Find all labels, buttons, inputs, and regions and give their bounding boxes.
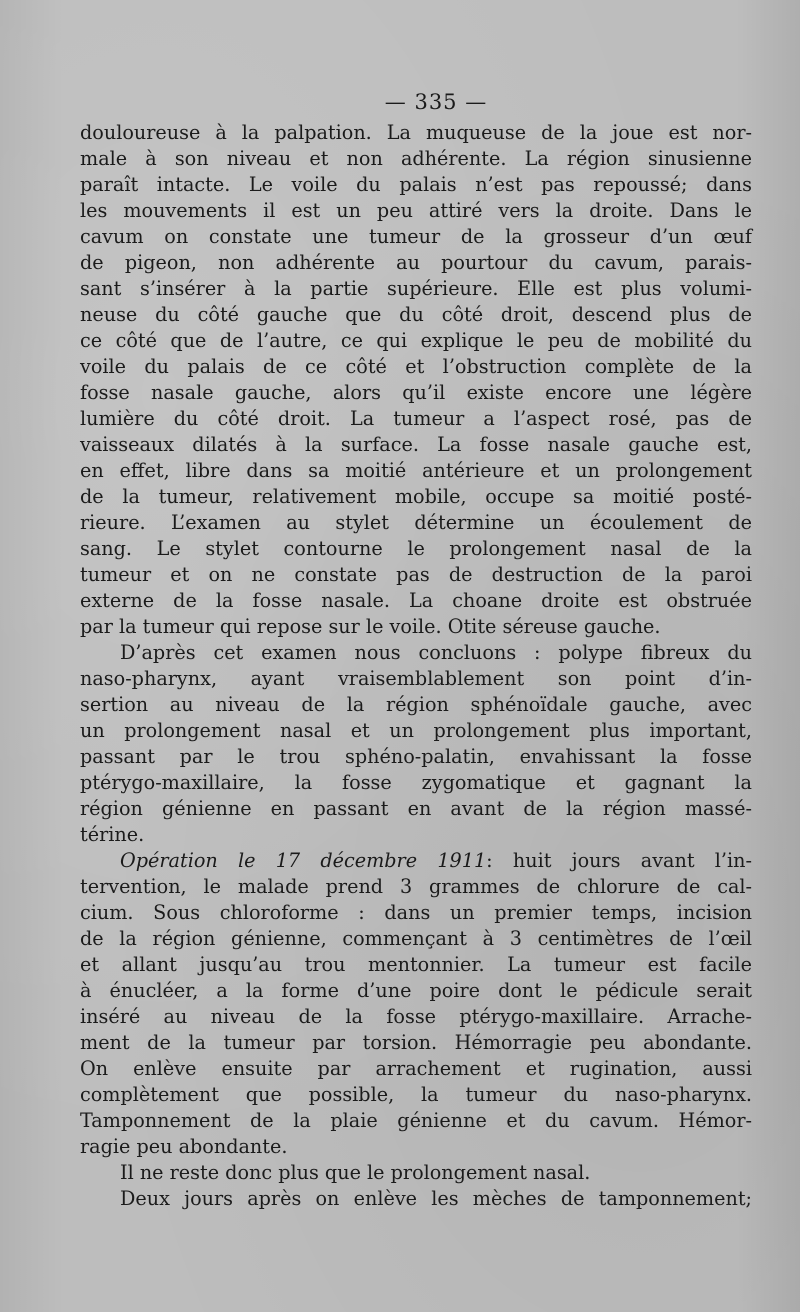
text-line: en effet, libre dans sa moitié antérieure et un prolongement [80,459,752,482]
paragraph-examination [80,120,752,640]
text-line: externe de la fosse nasale. La choane droite est obstruée [80,589,752,612]
text-line: douloureuse à la palpation. La muqueuse de la joue est nor- [80,121,752,144]
text-line: naso-pharynx, ayant vraisemblablement son point d’in- [80,667,752,690]
paragraph-followup [80,1186,752,1212]
text-line: ragie peu abondante. [80,1135,288,1158]
text-line: de la tumeur, relativement mobile, occupe sa moitié posté- [80,485,752,508]
text-line: de pigeon, non adhérente au pourtour du cavum, parais- [80,251,752,274]
text-line: neuse du côté gauche que du côté droit, descend plus de [80,303,752,326]
text-line: région génienne en passant en avant de la région massé- [80,797,752,820]
text-line: de la région génienne, commençant à 3 centimètres de l’œil [80,927,752,950]
text-line: sang. Le stylet contourne le prolongement nasal de la [80,537,752,560]
text-line: fosse nasale gauche, alors qu’il existe encore une légère [80,381,752,404]
text-line: rieure. L’examen au stylet détermine un écoulement de [80,511,752,534]
text-line: D’après cet examen nous concluons : polype fibreux du [120,641,752,664]
text-line: complètement que possible, la tumeur du naso-pharynx. [80,1083,752,1106]
paragraph-nasal [80,1160,752,1186]
text-line: ce côté que de l’autre, ce qui explique le peu de mobilité du [80,329,752,352]
text-line: vaisseaux dilatés à la surface. La fosse nasale gauche est, [80,433,752,456]
text-line: tervention, le malade prend 3 grammes de chlorure de cal- [80,875,752,898]
text-line: térine. [80,823,145,846]
text-line: passant par le trou sphéno-palatin, envahissant la fosse [80,745,752,768]
text-line: à énucléer, a la forme d’une poire dont le pédicule serait [80,979,752,1002]
text-line: et allant jusqu’au trou mentonnier. La tumeur est facile [80,953,752,976]
text-line: ment de la tumeur par torsion. Hémorragie peu abondante. [80,1031,752,1054]
text-line: voile du palais de ce côté et l’obstruction complète de la [80,355,752,378]
text-line: par la tumeur qui repose sur le voile. Otite séreuse gauche. [80,615,661,638]
paragraph-conclusion [80,640,752,848]
text-line: tumeur et on ne constate pas de destruction de la paroi [80,563,752,586]
text-line: Deux jours après on enlève les mèches de tamponnement; [120,1187,752,1210]
book-page [80,84,752,1212]
text-line [80,848,752,874]
text-line: cavum on constate une tumeur de la grosseur d’un œuf [80,225,752,248]
text-line: lumière du côté droit. La tumeur a l’aspect rosé, pas de [80,407,752,430]
text-line: Tamponnement de la plaie génienne et du cavum. Hémor- [80,1109,752,1132]
operation-heading-rest: : huit jours avant l’in- [486,849,752,872]
text-line: paraît intacte. Le voile du palais n’est pas repoussé; dans [80,173,752,196]
text-line: cium. Sous chloroforme : dans un premier temps, incision [80,901,752,924]
text-line: On enlève ensuite par arrachement et rugination, aussi [80,1057,752,1080]
text-line: sertion au niveau de la région sphénoïdale gauche, avec [80,693,752,716]
text-line: les mouvements il est un peu attiré vers la droite. Dans le [80,199,752,222]
text-line: inséré au niveau de la fosse ptérygo-maxillaire. Arrache- [80,1005,752,1028]
text-line: un prolongement nasal et un prolongement plus important, [80,719,752,742]
text-line: ptérygo-maxillaire, la fosse zygomatique et gagnant la [80,771,752,794]
page-number: — 335 — [384,90,488,114]
paragraph-operation [80,848,752,1160]
text-line: sant s’insérer à la partie supérieure. Elle est plus volumi- [80,277,752,300]
text-line: Il ne reste donc plus que le prolongement nasal. [120,1161,591,1184]
operation-heading: Opération le 17 décembre 1911 [120,849,487,872]
text-line: male à son niveau et non adhérente. La région sinusienne [80,147,752,170]
